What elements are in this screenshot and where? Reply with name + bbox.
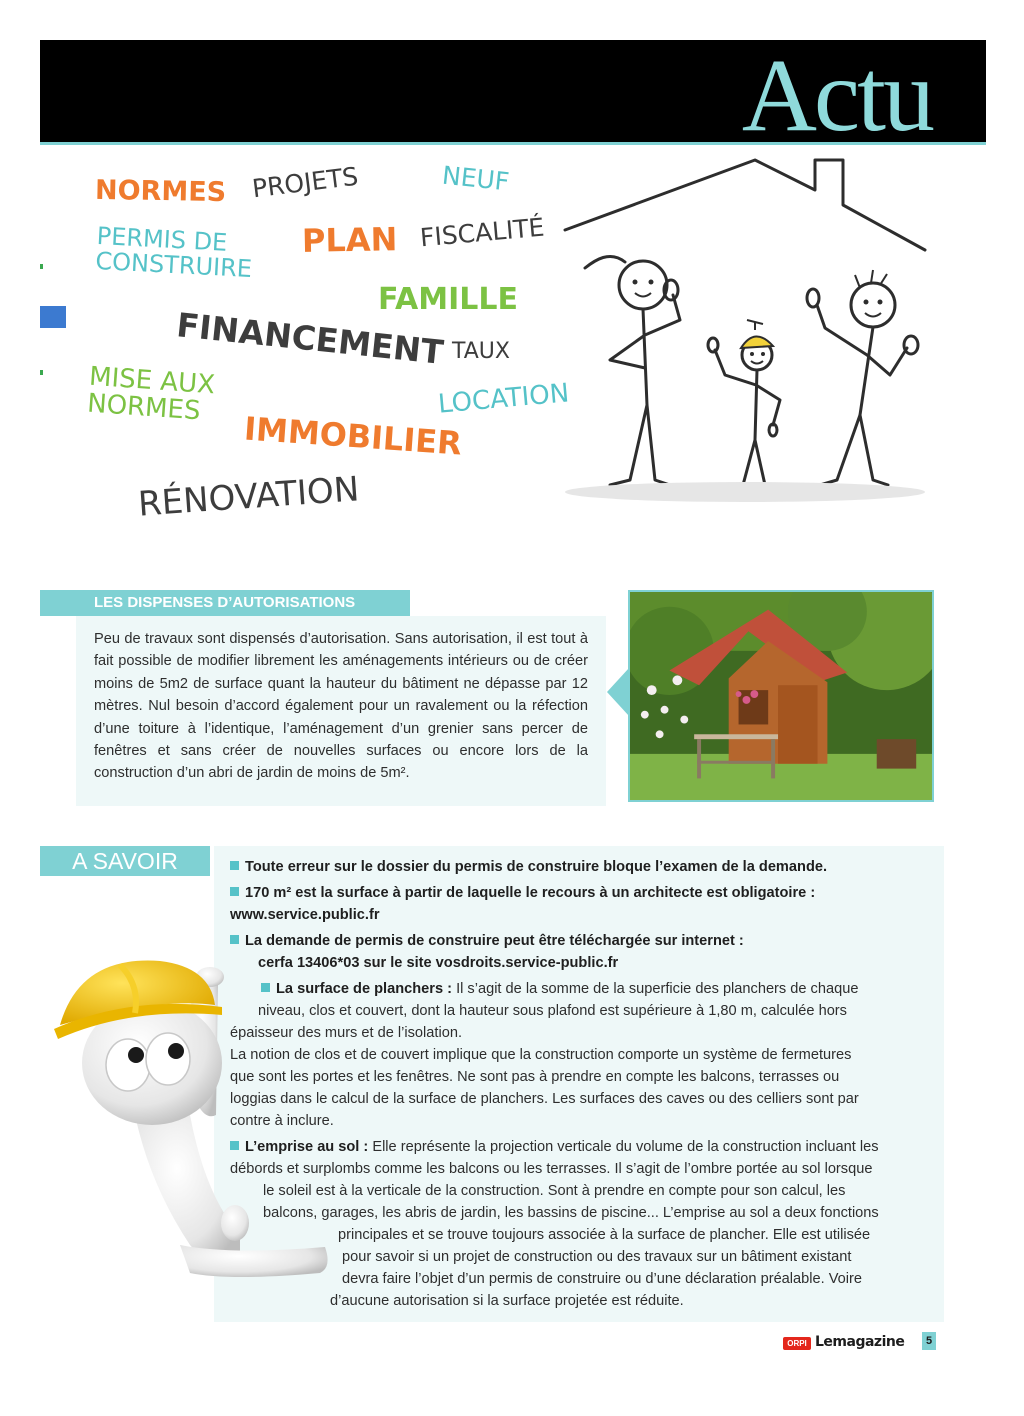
callout-pointer: [607, 668, 629, 716]
word-projets: PROJETS: [250, 161, 360, 204]
savoir-item-4-text: contre à inclure.: [230, 1113, 334, 1129]
savoir-item-2-link: www.service.public.fr: [230, 907, 380, 923]
savoir-item-3-detail: cerfa 13406*03 sur le site vosdroits.service-public.fr: [258, 955, 619, 971]
garden-shed-photo: [628, 590, 934, 802]
word-permis-de-construire: PERMIS DE CONSTRUIRE: [94, 221, 253, 284]
savoir-item-4-text: niveau, clos et couvert, dont la hauteur sous plafond est supérieure à 1,80 m, calculée hors: [258, 1003, 847, 1019]
savoir-item-5-text: principales et se trouve toujours associée à la surface de plancher. Elle est utilisée: [338, 1227, 871, 1243]
decor-mark: [40, 306, 66, 328]
word-financement: FINANCEMENT: [174, 305, 446, 372]
savoir-item-4-text: La notion de clos et de couvert implique que la construction comporte un système de fermetures: [230, 1047, 852, 1063]
savoir-item-5-text: pour savoir si un projet de construction ou des travaux sur un bâtiment existant: [342, 1249, 852, 1265]
bullet-icon: [230, 887, 239, 896]
section-title: Actu: [741, 38, 932, 153]
bullet-icon: [230, 861, 239, 870]
hard-hat-character-illustration: [40, 955, 340, 1295]
savoir-item-4-text: que sont les portes et les fenêtres. Ne sont pas à prendre en compte les balcons, terrasses ou: [230, 1069, 840, 1085]
savoir-item-4-text: loggias dans le calcul de la surface de planchers. Les surfaces des caves ou des celliers sont par: [230, 1091, 859, 1107]
word-location: LOCATION: [436, 378, 571, 420]
savoir-item-5-text: d’aucune autorisation si la surface projetée est réduite.: [330, 1293, 684, 1309]
savoir-item-5-text: débords et surplombs comme les balcons ou les terrasses. Il s’agit de l’ombre portée au sol lorsque: [230, 1161, 873, 1177]
word-renovation: RÉNOVATION: [136, 469, 361, 525]
savoir-item-5: L’emprise au sol : Elle représente la projection verticale du volume de la construction incluant les: [230, 1136, 879, 1158]
savoir-item-5-text: le soleil est à la verticale de la construction. Sont à prendre en compte pour son calcul, les: [263, 1183, 846, 1199]
savoir-item-4: La surface de planchers : Il s’agit de la somme de la superficie des planchers de chaque: [261, 978, 858, 1000]
family-house-illustration: [555, 150, 935, 510]
savoir-item-2: 170 m² est la surface à partir de laquelle le recours à un architecte est obligatoire :: [230, 882, 815, 904]
orpi-logo: ORPI: [783, 1337, 811, 1350]
decor-dot: [40, 370, 43, 375]
a-savoir-heading: A SAVOIR: [40, 846, 210, 876]
dispenses-heading: LES DISPENSES D’AUTORISATIONS: [40, 590, 410, 616]
word-famille: FAMILLE: [378, 282, 519, 317]
savoir-item-5-text: devra faire l’objet d’un permis de construire ou d’une déclaration préalable. Voire: [342, 1271, 863, 1287]
word-fiscalite: FISCALITÉ: [418, 212, 546, 253]
savoir-item-3: La demande de permis de construire peut être téléchargée sur internet :: [230, 930, 744, 952]
word-neuf: NEUF: [440, 160, 511, 197]
word-plan: PLAN: [301, 220, 398, 260]
savoir-item-4-text: épaisseur des murs et de l’isolation.: [230, 1025, 462, 1041]
decor-dot: [40, 264, 43, 269]
word-mise-aux-normes: MISE AUX NORMES: [86, 361, 216, 427]
savoir-item-1: Toute erreur sur le dossier du permis de construire bloque l’examen de la demande.: [230, 856, 827, 878]
bullet-icon: [230, 935, 239, 944]
word-immobilier: IMMOBILIER: [242, 409, 464, 463]
word-taux: TAUX: [452, 339, 510, 364]
page-number: 5: [922, 1332, 936, 1350]
savoir-item-5-text: balcons, garages, les abris de jardin, les bassins de piscine... L’emprise au sol a deux fonctions: [263, 1205, 879, 1221]
magazine-name: Lemagazine: [815, 1334, 905, 1350]
word-normes: NORMES: [94, 174, 227, 209]
dispenses-body: Peu de travaux sont dispensés d’autorisation. Sans autorisation, il est tout à fait possible de modifier librement les aménagements intérieurs ou de créer moins de 5m2 de surface quant la hauteur du bâtiment ne dépasse par 12 mètres. Nul besoin d’accord également pour un ravalement ou la réfection d’une toiture à l’identique, l’aménagement d’un grenier sans percer de fenêtres et sans créer de nouvelles surfaces ou encore lors de la construction d’un abri de jardin de moins de 5m².: [94, 631, 588, 782]
